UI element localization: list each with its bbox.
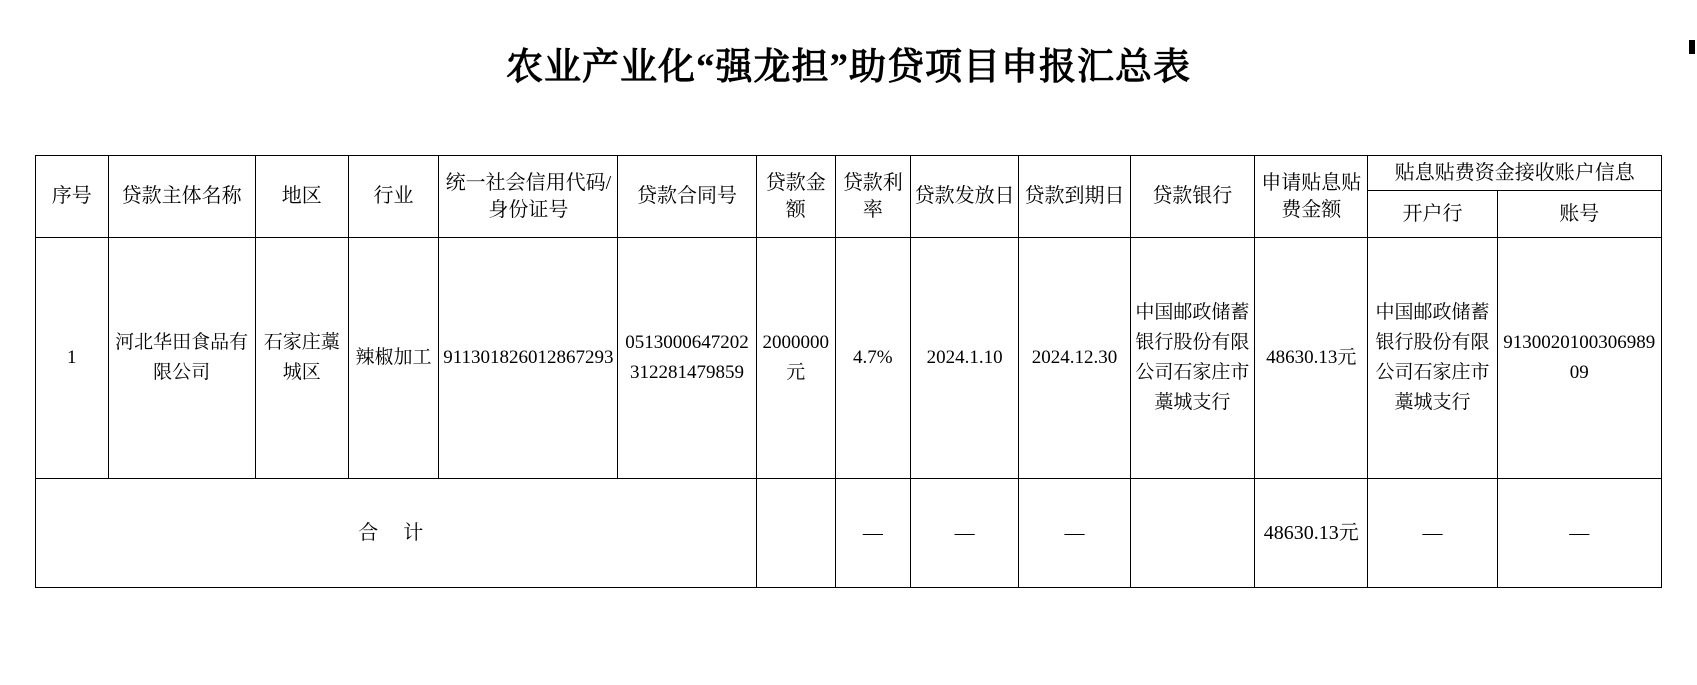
header-loan-rate: 贷款利率 xyxy=(835,156,910,238)
cell-total-loan-bank xyxy=(1130,479,1255,588)
table-body xyxy=(36,238,1662,588)
header-account-no: 账号 xyxy=(1497,191,1661,238)
header-region: 地区 xyxy=(255,156,348,238)
cell-due-date: 2024.12.30 xyxy=(1019,238,1130,479)
cell-loan-rate: 4.7% xyxy=(835,238,910,479)
table-total-row xyxy=(36,479,1662,588)
cell-borrower-name: 河北华田食品有限公司 xyxy=(108,238,255,479)
table-row xyxy=(36,238,1662,479)
header-contract-no: 贷款合同号 xyxy=(618,156,756,238)
cell-apply-amount: 48630.13元 xyxy=(1255,238,1368,479)
cell-account-no: 913002010030698909 xyxy=(1497,238,1661,479)
summary-table-container xyxy=(35,155,1662,588)
header-account-bank: 开户行 xyxy=(1368,191,1497,238)
cell-contract-no: 0513000647202312281479859 xyxy=(618,238,756,479)
cell-total-account-bank: — xyxy=(1368,479,1497,588)
cell-credit-code: 911301826012867293 xyxy=(439,238,618,479)
table-header-row-primary xyxy=(36,156,1662,191)
cell-issue-date: 2024.1.10 xyxy=(910,238,1019,479)
cell-total-issue-date: — xyxy=(910,479,1019,588)
header-account-group: 贴息贴费资金接收账户信息 xyxy=(1368,156,1662,191)
header-seq: 序号 xyxy=(36,156,109,238)
header-loan-amount: 贷款金额 xyxy=(756,156,835,238)
header-industry: 行业 xyxy=(348,156,439,238)
header-due-date: 贷款到期日 xyxy=(1019,156,1130,238)
cell-total-loan-amount xyxy=(756,479,835,588)
table-header xyxy=(36,156,1662,238)
cell-industry: 辣椒加工 xyxy=(348,238,439,479)
cell-region: 石家庄藁城区 xyxy=(255,238,348,479)
header-loan-bank: 贷款银行 xyxy=(1130,156,1255,238)
header-issue-date: 贷款发放日 xyxy=(910,156,1019,238)
header-borrower-name: 贷款主体名称 xyxy=(108,156,255,238)
page-title: 农业产业化“强龙担”助贷项目申报汇总表 xyxy=(506,47,1191,88)
cell-account-bank: 中国邮政储蓄银行股份有限公司石家庄市藁城支行 xyxy=(1368,238,1497,479)
cell-seq: 1 xyxy=(36,238,109,479)
cell-total-label: 合 计 xyxy=(36,479,757,588)
cell-total-due-date: — xyxy=(1019,479,1130,588)
cell-total-apply-amount: 48630.13元 xyxy=(1255,479,1368,588)
cell-total-loan-rate: — xyxy=(835,479,910,588)
cell-loan-amount: 2000000元 xyxy=(756,238,835,479)
summary-table xyxy=(35,155,1662,588)
header-credit-code: 统一社会信用代码/身份证号 xyxy=(439,156,618,238)
header-apply-amount: 申请贴息贴费金额 xyxy=(1255,156,1368,238)
cell-loan-bank: 中国邮政储蓄银行股份有限公司石家庄市藁城支行 xyxy=(1130,238,1255,479)
cell-total-account-no: — xyxy=(1497,479,1661,588)
